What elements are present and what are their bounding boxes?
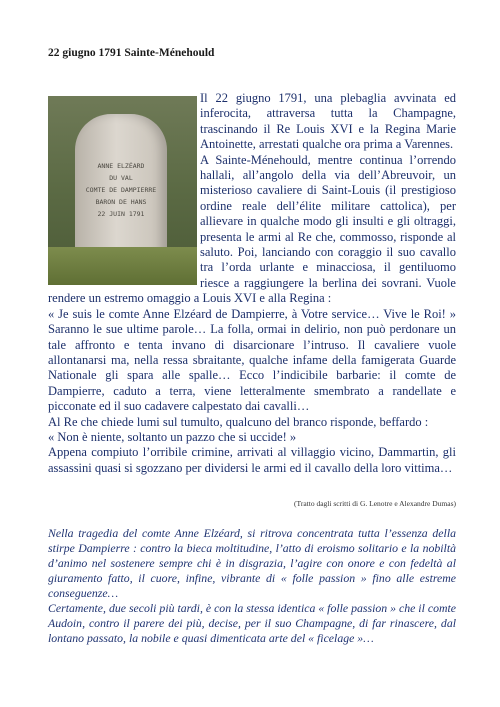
- inscription-line: COMTE DE DAMPIERRE: [85, 186, 157, 194]
- italic-paragraph-2: Certamente, due secoli più tardi, è con la stessa identica « folle passion » che il comte Audoin, contro il parere dei più, decise, per il suo Champagne, di far rinascere, dal lontano passato, la nobile e quasi dimenticata arte del « ficelage »…: [48, 601, 456, 645]
- inscription-line: DU VAL: [109, 174, 133, 182]
- gravestone-photo: [48, 96, 197, 285]
- inscription-line: BARON DE HANS: [95, 198, 147, 206]
- paragraph-3: « Je suis le comte Anne Elzéard de Dampierre, à Votre service… Vive le Roi! » Saranno le sue ultime parole… La folla, ormai in delirio, non può perdonare un tale affronto e tenta invano di disarcionare l’intruso. Il cavaliere vuole allontanarsi ma, nella ressa sbraitante, qualche infame della famigerata Guarde Nationale gli spara alle spalle… Ecco l’indicibile barbarie: il comte de Dampierre, caduto a terra, viene letteralmente smembrato a randellate e picconate ed il suo cadavere calpestato dai cavalli…: [48, 306, 456, 414]
- source-credit: (Tratto dagli scritti di G. Lenotre e Alexandre Dumas): [294, 499, 456, 508]
- paragraph-4: Al Re che chiede lumi sul tumulto, qualcuno del branco risponde, beffardo :: [48, 414, 429, 429]
- inscription-line: 22 JUIN 1791: [97, 210, 145, 218]
- italic-commentary: [48, 526, 456, 646]
- paragraph-1: Il 22 giugno 1791, una plebaglia avvinata ed inferocita, attraversa tutta la Champagne, trascinando il Re Louis XVI e la Regina Marie Antoinette, arrestati qualche ora prima a Varennes.: [200, 91, 456, 152]
- page-title: 22 giugno 1791 Sainte-Ménehould: [48, 47, 215, 59]
- gravestone-inscription: [75, 160, 167, 220]
- italic-paragraph-1: Nella tragedia del comte Anne Elzéard, si ritrova concentrata tutta l’essenza della stirpe Dampierre : contro la bieca moltitudine, l’atto di eroismo solitario e la nobiltà d’animo nel sostenere sempre chi è in disgrazia, l’agire con onore e con fedeltà al giuramento fatto, il cuore, infine, vibrante di « folle passion » fino alle estreme conseguenze…: [48, 526, 456, 600]
- grass-shape: [48, 247, 197, 285]
- inscription-line: ANNE ELZÉARD: [97, 162, 145, 170]
- paragraph-2: A Sainte-Ménehould, mentre continua l’orrendo hallali, all’angolo della via dell’Abreuvoir, un misterioso cavaliere di Saint-Louis (il prestigioso ordine reale dell’élite militare cattolica), per allievare in qualche modo gli insulti e gli oltraggi, presenta le armi al Re che, commosso, risponde al saluto. Poi, lanciando con coraggio il suo cavallo tra l’orda urlante e minacciosa, il gentiluomo riesce a raggiungere la berlina dei sovrani. Vuole rendere un estremo omaggio a Louis XVI e alla Regina :: [48, 152, 456, 306]
- paragraph-5: « Non è niente, soltanto un pazzo che si uccide! »: [48, 429, 297, 444]
- paragraph-6: Appena compiuto l’orribile crimine, arrivati al villaggio vicino, Dammartin, gli assassini quasi si sgozzano per dividersi le armi ed il cavallo della loro vittima…: [48, 445, 456, 475]
